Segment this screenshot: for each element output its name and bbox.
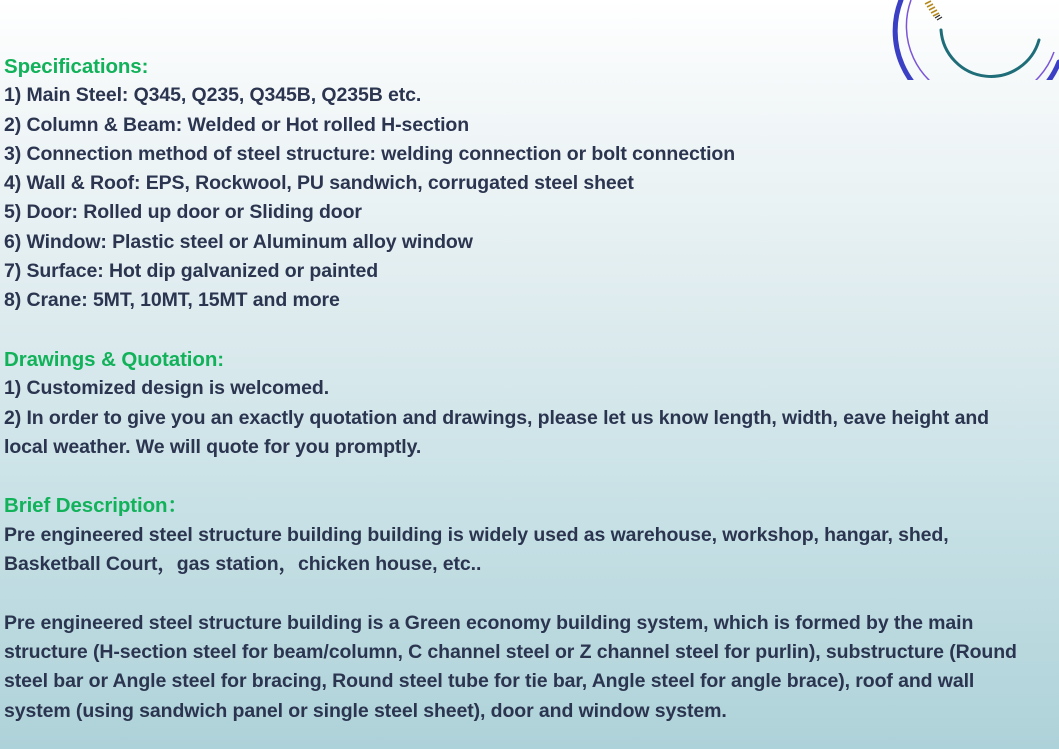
spec-item: 2) Column & Beam: Welded or Hot rolled H-section — [4, 113, 470, 136]
drawings-item: local weather. We will quote for you promptly. — [4, 435, 422, 458]
specifications-heading: Specifications: — [4, 55, 149, 78]
brief-heading: Brief Description： — [4, 494, 188, 518]
drawings-item: 1) Customized design is welcomed. — [4, 377, 330, 400]
brief-paragraph-line: system (using sandwich panel or single steel sheet), door and window system. — [4, 699, 727, 722]
brief-paragraph-line: steel bar or Angle steel for bracing, Round steel tube for tie bar, Angle steel for angle brace), roof and wall — [4, 670, 975, 693]
brief-paragraph-line: Basketball Court，gas station，chicken house, etc.. — [4, 553, 482, 576]
section-spacer — [4, 316, 1054, 345]
brief-paragraph-line: Pre engineered steel structure building building is widely used as warehouse, workshop, hangar, shed, — [4, 523, 949, 546]
spec-item: 3) Connection method of steel structure: welding connection or bolt connection — [4, 142, 736, 165]
document-body — [4, 52, 1054, 726]
drawings-heading: Drawings & Quotation: — [4, 347, 224, 371]
spec-item: 8) Crane: 5MT, 10MT, 15MT and more — [4, 289, 340, 312]
spec-item: 7) Surface: Hot dip galvanized or painted — [4, 260, 379, 283]
spec-item: 5) Door: Rolled up door or Sliding door — [4, 201, 362, 224]
spec-item: 6) Window: Plastic steel or Aluminum alloy window — [4, 230, 473, 253]
spec-item: 1) Main Steel: Q345, Q235, Q345B, Q235B etc. — [4, 84, 422, 107]
section-spacer — [4, 462, 1054, 491]
spec-item: 4) Wall & Roof: EPS, Rockwool, PU sandwich, corrugated steel sheet — [4, 172, 634, 195]
brief-paragraph-line: Pre engineered steel structure building is a Green economy building system, which is formed by the main — [4, 611, 974, 634]
drawings-item: 2) In order to give you an exactly quotation and drawings, please let us know length, width, eave height and — [4, 406, 989, 429]
section-spacer — [4, 579, 1054, 608]
brief-paragraph-line: structure (H-section steel for beam/column, C channel steel or Z channel steel for purlin), substructure (Round — [4, 640, 1017, 663]
